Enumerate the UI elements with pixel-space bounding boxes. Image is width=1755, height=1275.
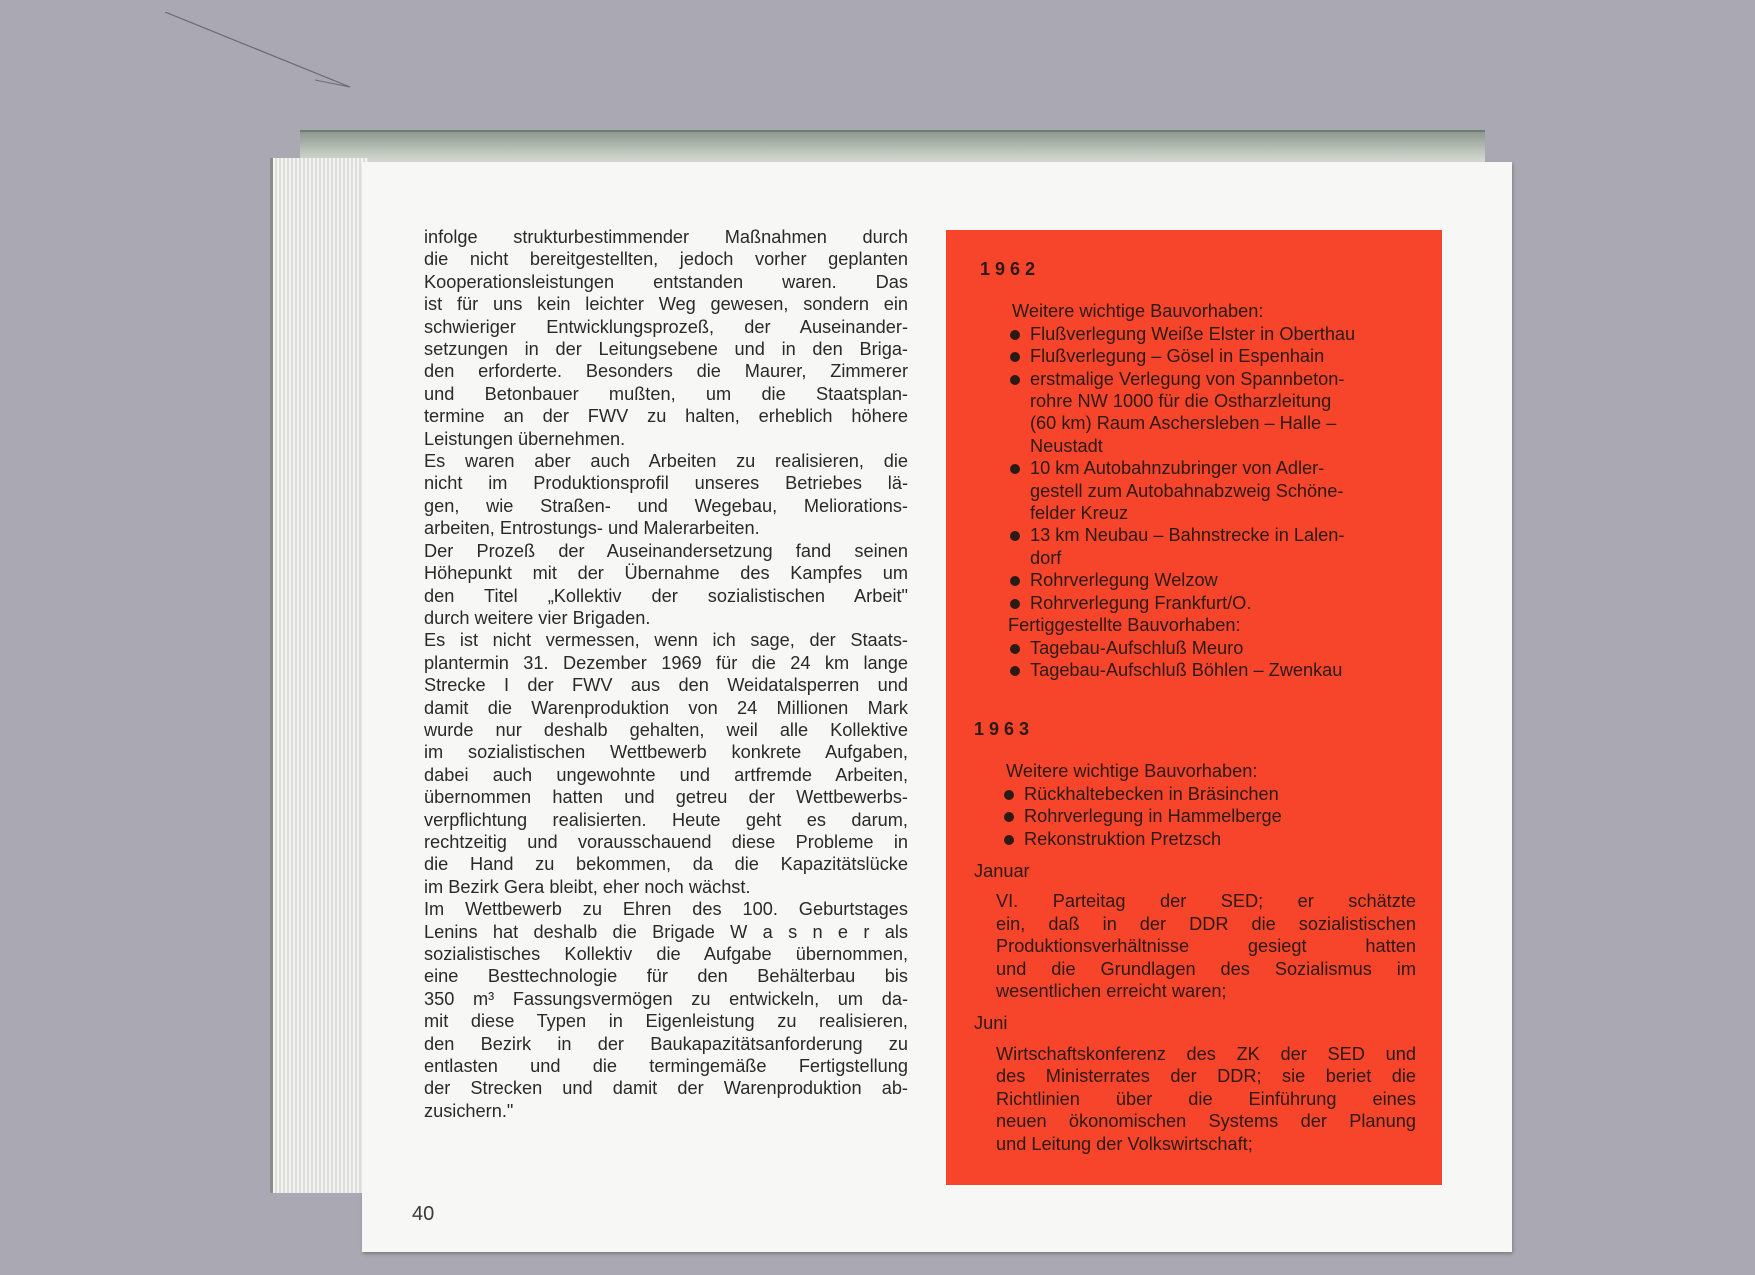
list-item: [980, 659, 1422, 681]
entry-line: Richtlinien über die Einführung eines: [996, 1088, 1416, 1109]
list-item-text: Tagebau-Aufschluß Meuro: [1030, 637, 1244, 658]
list-item: [980, 592, 1422, 614]
body-text-line: termine an der FWV zu halten, erheblich höhere: [424, 406, 908, 427]
bullet-icon: [1010, 644, 1020, 654]
body-text-line: arbeiten, Entrostungs- und Malerarbeiten.: [424, 518, 760, 539]
list-item: [980, 323, 1422, 345]
entry-line: und Leitung der Volkswirtschaft;: [996, 1133, 1253, 1154]
bullet-icon: [1010, 464, 1020, 474]
list-item-text: Rohrverlegung Welzow: [1030, 570, 1218, 591]
list-item-text: Rohrverlegung Frankfurt/O.: [1030, 592, 1252, 613]
month-label-june: Juni: [974, 1013, 1008, 1034]
list-item: [980, 457, 1422, 524]
bullet-icon: [1010, 666, 1020, 676]
list-item-text: Neustadt: [1030, 435, 1103, 456]
body-text-line: Es waren aber auch Arbeiten zu realisieren, die: [424, 451, 908, 472]
entry-line: VI. Parteitag der SED; er schätzte: [996, 891, 1416, 912]
body-text-line: mit diese Typen in Eigenleistung zu realisieren,: [424, 1011, 908, 1032]
body-text-line: übernommen hatten und getreu der Wettbewerbs-: [424, 787, 908, 808]
body-text-line: 350 m³ Fassungsvermögen zu entwickeln, um da-: [424, 988, 908, 1009]
body-text-line: den Bezirk in der Baukapazitätsanforderung zu: [424, 1033, 908, 1054]
list-item-text: erstmalige Verlegung von Spannbeton-: [1030, 368, 1345, 389]
list-item-text: Flußverlegung Weiße Elster in Oberthau: [1030, 323, 1356, 344]
bullet-icon: [1004, 835, 1014, 845]
body-text-line: schwieriger Entwicklungsprozeß, der Auseinander-: [424, 316, 908, 337]
list-item: [980, 524, 1422, 569]
bullet-icon: [1010, 576, 1020, 586]
bullet-icon: [1010, 330, 1020, 340]
body-text-line: Strecke I der FWV aus den Weidatalsperren und: [424, 675, 908, 696]
january-entry: [974, 890, 1416, 1002]
entry-line: neuen ökonomischen Systems der Planung: [996, 1111, 1416, 1132]
body-text-line: dabei auch ungewohnte und artfremde Arbeiten,: [424, 764, 908, 785]
body-text-line: Kooperationsleistungen entstanden waren. Das: [424, 271, 908, 292]
body-text-line: infolge strukturbestimmender Maßnahmen durch: [424, 227, 908, 247]
body-text-line: ist für uns kein leichter Weg gewesen, sondern ein: [424, 294, 908, 315]
list-item-text: felder Kreuz: [1030, 503, 1129, 524]
body-text-line: den erforderte. Besonders die Maurer, Zimmerer: [424, 361, 908, 382]
body-text-line: Im Wettbewerb zu Ehren des 100. Geburtstages: [424, 899, 908, 920]
section-heading-1963: Weitere wichtige Bauvorhaben:: [1006, 761, 1258, 782]
list-item-text: rohre NW 1000 für die Ostharzleitung: [1030, 391, 1332, 412]
body-text-line: die Hand zu bekommen, da die Kapazitätslücke: [424, 854, 908, 875]
page-stack-edge: [270, 158, 368, 1193]
bullet-icon: [1004, 812, 1014, 822]
entry-line: Produktionsverhältnisse gesiegt hatten: [996, 936, 1416, 957]
bullet-icon: [1010, 375, 1020, 385]
bullet-icon: [1010, 352, 1020, 362]
list-item-text: gestell zum Autobahnabzweig Schöne-: [1030, 480, 1344, 501]
bullet-icon: [1010, 599, 1020, 609]
body-text-line: damit die Warenproduktion von 24 Millionen Mark: [424, 697, 908, 718]
list-item: [974, 805, 1416, 827]
body-text-line: Leistungen übernehmen.: [424, 428, 626, 449]
body-text-line: Es ist nicht vermessen, wenn ich sage, der Staats-: [424, 630, 908, 651]
body-text-line: und Betonbauer mußten, um die Staatsplan-: [424, 383, 908, 404]
entry-line: des Ministerrates der DDR; sie beriet die: [996, 1066, 1416, 1087]
list-item: [980, 345, 1422, 367]
body-text-line: entlasten und die termingemäße Fertigstellung: [424, 1056, 908, 1077]
body-text-line: zusichern.": [424, 1100, 514, 1121]
body-text-line: durch weitere vier Brigaden.: [424, 607, 651, 628]
body-text-line: im Bezirk Gera bleibt, eher noch wächst.: [424, 876, 751, 897]
bullet-icon: [1004, 790, 1014, 800]
body-text-line: setzungen in der Leitungsebene und in den Briga-: [424, 339, 908, 360]
bullet-list-1962: [980, 323, 1422, 614]
completed-heading-1962: Fertiggestellte Bauvorhaben:: [1008, 615, 1241, 636]
entry-line: und die Grundlagen des Sozialismus im: [996, 958, 1416, 979]
list-item-text: dorf: [1030, 547, 1062, 568]
entry-line: Wirtschaftskonferenz des ZK der SED und: [996, 1043, 1416, 1064]
list-item-text: 13 km Neubau – Bahnstrecke in Lalen-: [1030, 525, 1345, 546]
section-heading-1962: Weitere wichtige Bauvorhaben:: [1012, 301, 1264, 322]
scan-scratch-mark: [165, 12, 355, 92]
chronicle-1962: [980, 258, 1422, 681]
list-item: [974, 828, 1416, 850]
body-text-line: Höhepunkt mit der Übernahme des Kampfes um: [424, 563, 908, 584]
body-text-line: der Strecken und damit der Warenproduktion ab-: [424, 1078, 908, 1099]
body-text-line: verpflichtung realisierten. Heute geht es darum,: [424, 809, 908, 830]
list-item-text: (60 km) Raum Aschersleben – Halle –: [1030, 413, 1337, 434]
body-text-column: [424, 226, 908, 1122]
page-number: 40: [412, 1203, 435, 1225]
list-item: [980, 637, 1422, 659]
body-text-line: eine Besttechnologie für den Behälterbau bis: [424, 966, 908, 987]
list-item-text: Tagebau-Aufschluß Böhlen – Zwenkau: [1030, 659, 1343, 680]
body-text-line: die nicht bereitgestellten, jedoch vorher geplanten: [424, 249, 908, 270]
year-heading-1963: 1963: [974, 719, 1035, 739]
year-heading-1962: 1962: [980, 259, 1041, 279]
month-label-january: Januar: [974, 861, 1030, 882]
body-text-line: rechtzeitig und vorausschauend diese Probleme in: [424, 831, 908, 852]
list-item-text: Flußverlegung – Gösel in Espenhain: [1030, 346, 1325, 367]
body-text-line: wurde nur deshalb gehalten, weil alle Kollektive: [424, 719, 908, 740]
body-text-line: den Titel „Kollektiv der sozialistischen Arbeit": [424, 585, 908, 606]
list-item-text: 10 km Autobahnzubringer von Adler-: [1030, 458, 1325, 479]
body-text-line: nicht im Produktionsprofil unseres Betriebes lä-: [424, 473, 908, 494]
entry-line: wesentlichen erreicht waren;: [996, 981, 1227, 1002]
june-entry: [974, 1043, 1416, 1155]
body-text-line: Lenins hat deshalb die Brigade W a s n e r als: [424, 921, 908, 942]
body-text-line: sozialistisches Kollektiv die Aufgabe übernommen,: [424, 944, 908, 964]
list-item: [980, 368, 1422, 458]
list-item: [980, 569, 1422, 591]
list-item: [974, 783, 1416, 805]
body-text-line: gen, wie Straßen- und Wegebau, Meliorations-: [424, 495, 908, 516]
bullet-list-1963: [974, 783, 1416, 850]
entry-line: ein, daß in der DDR die sozialistischen: [996, 913, 1416, 934]
bullet-icon: [1010, 531, 1020, 541]
completed-list-1962: [980, 637, 1422, 682]
chronicle-1963: [974, 718, 1416, 1155]
body-text-line: Der Prozeß der Auseinandersetzung fand seinen: [424, 540, 908, 561]
body-text-line: plantermin 31. Dezember 1969 für die 24 km lange: [424, 652, 908, 673]
list-item-text: Rohrverlegung in Hammelberge: [1024, 806, 1282, 827]
list-item-text: Rückhaltebecken in Bräsinchen: [1024, 783, 1279, 804]
body-text-line: im sozialistischen Wettbewerb konkrete Aufgaben,: [424, 742, 908, 763]
list-item-text: Rekonstruktion Pretzsch: [1024, 828, 1222, 849]
